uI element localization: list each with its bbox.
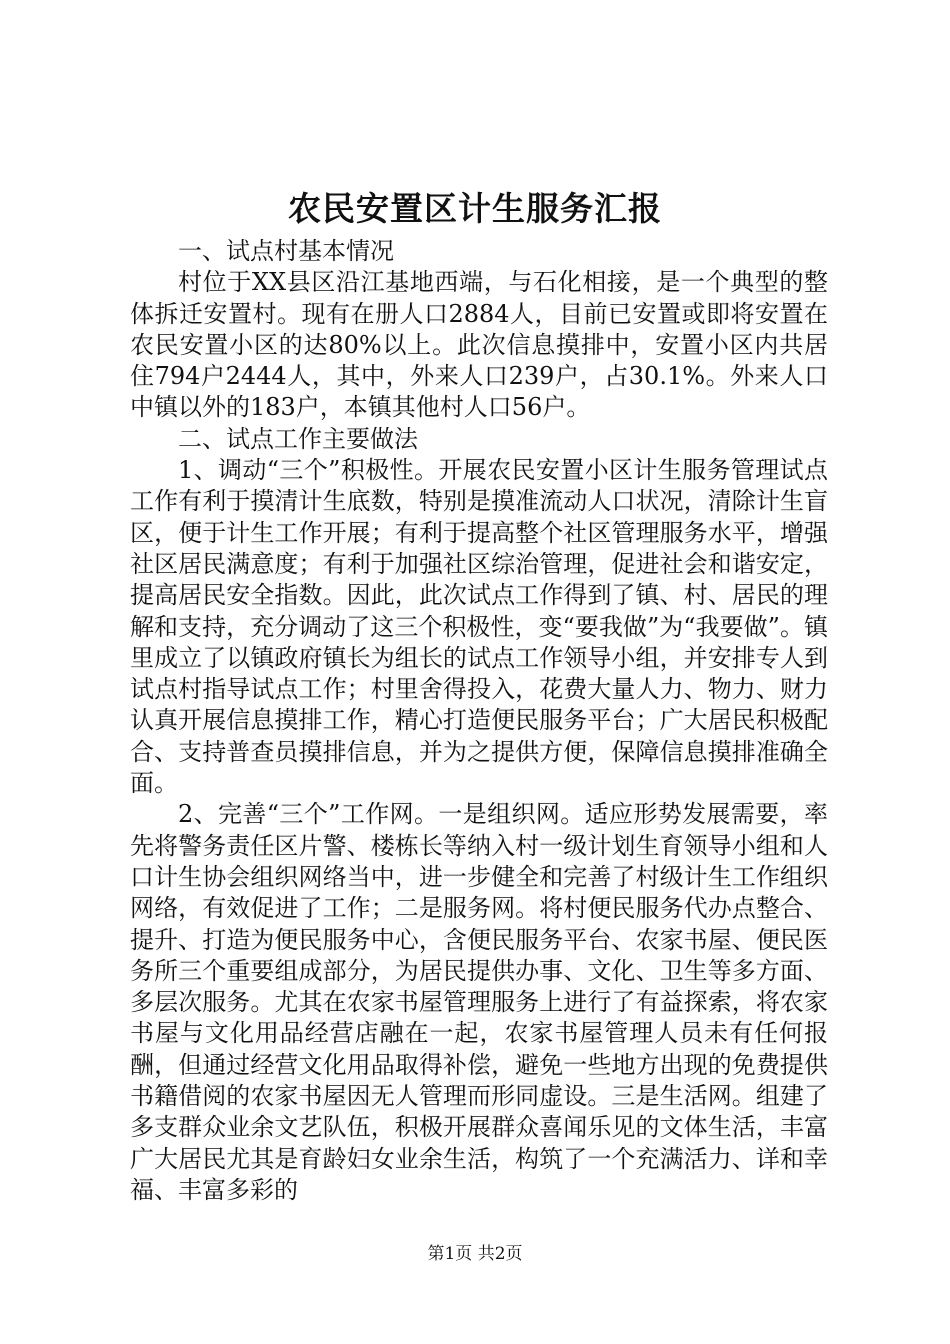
section-heading-2: 二、试点工作主要做法 — [178, 424, 418, 453]
page-number-footer: 第1页 共2页 — [427, 1244, 523, 1264]
paragraph-mobilize-enthusiasm: 1、调动“三个”积极性。开展农民安置小区计生服务管理试点工作有利于摸清计生底数，特别是摸准流动人口状况，清除计生盲区，便于计生工作开展；有利于提高整个社区管理服务水平，增强社区居民满意度；有利于加强社区综治管理，促进社会和谐安定，提高居民安全指数。因此，此次试点工作得到了镇、村、居民的理解和支持，充分调动了这三个积极性，变“要我做”为“我要做”。镇里成立了以镇政府镇长为组长的试点工作领导小组，并安排专人到试点村指导试点工作；村里舍得投入，花费大量人力、物力、财力认真开展信息摸排工作，精心打造便民服务平台；广大居民积极配合、支持普查员摸排信息，并为之提供方便，保障信息摸排准确全面。 — [130, 456, 828, 798]
paragraph-improve-networks: 2、完善“三个”工作网。一是组织网。适应形势发展需要，率先将警务责任区片警、楼栋长等纳入村一级计划生育领导小组和人口计生协会组织网络当中，进一步健全和完善了村级计生工作组织网络，有效促进了工作；二是服务网。将村便民服务代办点整合、提升、打造为便民服务中心，含便民服务平台、农家书屋、便民医务所三个重要组成部分，为居民提供办事、文化、卫生等多方面、多层次服务。尤其在农家书屋管理服务上进行了有益探索，将农家书屋与文化用品经营店融在一起，农家书屋管理人员未有任何报酬，但通过经营文化用品取得补偿，避免一些地方出现的免费提供书籍借阅的农家书屋因无人管理而形同虚设。三是生活网。组建了多支群众业余文艺队伍，积极开展群众喜闻乐见的文体生活，丰富广大居民尤其是育龄妇女业余生活，构筑了一个充满活力、详和幸福、丰富多彩的 — [130, 800, 828, 1204]
document-title: 农民安置区计生服务汇报 — [288, 189, 662, 228]
paragraph-village-overview: 村位于XX县区沿江基地西端，与石化相接，是一个典型的整体拆迁安置村。现有在册人口2884人，目前已安置或即将安置在农民安置小区的达80%以上。此次信息摸排中，安置小区内共居住794户2444人，其中，外来人口239户，占30.1%。外来人口中镇以外的183户，本镇其他村人口56户。 — [130, 268, 828, 422]
document-body — [130, 236, 828, 1206]
section-heading-1: 一、试点村基本情况 — [178, 237, 394, 265]
